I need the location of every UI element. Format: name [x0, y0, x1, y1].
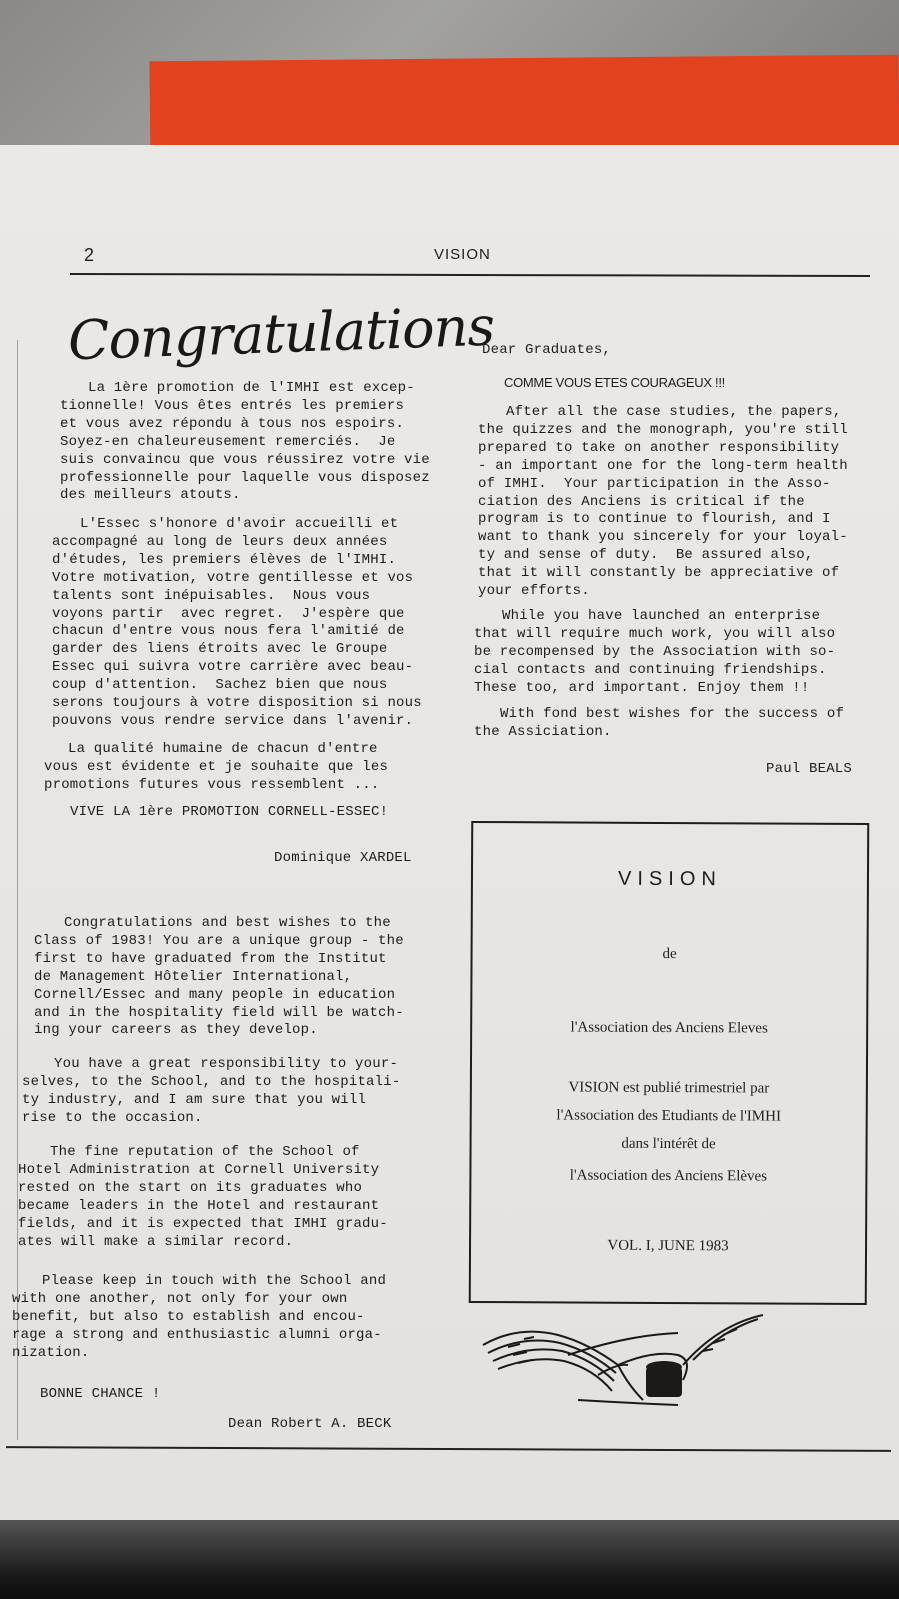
text-line: chacun d'entre vous nous fera l'amitié de — [52, 623, 405, 640]
text-line: vous est évidente et je souhaite que les — [44, 758, 389, 775]
text-line: des meilleurs atouts. — [60, 487, 241, 504]
page-number: 2 — [84, 245, 95, 265]
text-line: Soyez-en chaleureusement remerciés. Je — [60, 433, 396, 450]
signature-beck: Dean Robert A. BECK — [228, 1416, 392, 1432]
box-de: de — [662, 945, 677, 963]
text-line: garder des liens étroits avec le Groupe — [52, 641, 388, 658]
text-line: ty and sense of duty. Be assured also, — [478, 547, 814, 564]
text-line: professionnelle pour laquelle vous disposez — [60, 469, 430, 486]
text-line: de Management Hôtelier International, — [34, 968, 353, 985]
text-line: accompagné au long de leurs deux années — [52, 533, 388, 550]
text-line: serons toujours à votre disposition si nous — [52, 695, 422, 712]
text-line: tionnelle! Vous êtes entrés les premiers — [60, 397, 405, 414]
text-line: La 1ère promotion de l'IMHI est excep- — [88, 380, 415, 396]
text-line: voyons partir avec regret. J'espère que — [52, 605, 405, 622]
box-publication-line: VISION est publié trimestriel par — [568, 1079, 770, 1097]
header-title: VISION — [434, 246, 491, 263]
quill-inkwell-book-icon — [478, 1305, 778, 1420]
text-line: and in the hospitality field will be watch- — [34, 1004, 404, 1021]
text-line: promotions futures vous ressemblent ... — [44, 776, 380, 793]
text-line: - an important one for the long-term health — [478, 457, 848, 474]
text-line: You have a great responsibility to your- — [54, 1056, 399, 1072]
english-paragraph-3 — [18, 1144, 388, 1251]
text-line: rested on the start on its graduates who — [18, 1179, 363, 1196]
salutation: Dear Graduates, — [482, 342, 612, 358]
text-line: With fond best wishes for the success of — [500, 706, 845, 722]
box-title: VISION — [618, 867, 722, 891]
exclamation: COMME VOUS ETES COURAGEUX !!! — [504, 375, 725, 390]
vision-info-box — [469, 821, 870, 1305]
text-line: selves, to the School, and to the hospitali- — [22, 1073, 401, 1090]
text-line: The fine reputation of the School of — [50, 1144, 360, 1160]
text-line: Class of 1983! You are a unique group - the — [34, 932, 404, 949]
box-publication-line: l'Association des Etudiants de l'IMHI — [556, 1107, 782, 1125]
text-line: Please keep in touch with the School and — [42, 1273, 387, 1289]
text-line: L'Essec s'honore d'avoir accueilli et — [80, 516, 399, 532]
text-line: want to thank you sincerely for your loyal- — [478, 529, 848, 546]
text-line: the Assiciation. — [474, 723, 612, 740]
text-line: Hotel Administration at Cornell University — [18, 1161, 380, 1178]
bottom-shadow — [0, 1520, 899, 1599]
text-line: the quizzes and the monograph, you're still — [478, 421, 848, 438]
box-publication-line: l'Association des Anciens Elèves — [569, 1167, 768, 1185]
text-line: with one another, not only for your own — [12, 1290, 348, 1307]
text-line: rise to the occasion. — [22, 1109, 203, 1126]
text-line: rage a strong and enthusiastic alumni orga- — [12, 1326, 382, 1343]
text-line: While you have launched an enterprise — [502, 608, 821, 624]
text-line: of IMHI. Your participation in the Asso- — [478, 475, 831, 492]
text-line: d'études, les premiers élèves de l'IMHI. — [52, 551, 397, 568]
text-line: ty industry, and I am sure that you will — [22, 1091, 367, 1108]
text-line: nization. — [12, 1344, 90, 1361]
right-paragraph-2 — [474, 608, 835, 698]
text-line: fields, and it is expected that IMHI gradu- — [18, 1215, 388, 1232]
right-paragraph-3 — [474, 706, 844, 742]
text-line: prepared to take on another responsibility — [478, 439, 840, 456]
box-association: l'Association des Anciens Eleves — [570, 1019, 768, 1037]
text-line: ing your careers as they develop. — [34, 1022, 318, 1039]
text-line: Congratulations and best wishes to the — [64, 915, 391, 931]
french-paragraph-3 — [44, 741, 388, 795]
english-paragraph-4 — [12, 1273, 386, 1363]
text-line: talents sont inépuisables. Nous vous — [52, 587, 371, 604]
text-line: your efforts. — [478, 583, 590, 600]
text-line: benefit, but also to establish and encou- — [12, 1308, 365, 1325]
text-line: cial contacts and continuing friendships. — [474, 661, 827, 678]
text-line: After all the case studies, the papers, — [506, 404, 842, 420]
text-line: that it will constantly be appreciative of — [478, 565, 840, 582]
text-line: et vous avez répondu à tous nos espoirs. — [60, 415, 405, 432]
french-paragraph-1 — [60, 380, 430, 505]
text-line: program is to continue to flourish, and I — [478, 511, 831, 528]
text-line: pouvons vous rendre service dans l'avenir. — [52, 712, 414, 729]
text-line: La qualité humaine de chacun d'entre — [68, 741, 378, 757]
text-line: ates will make a similar record. — [18, 1233, 294, 1250]
text-line: Votre motivation, votre gentillesse et vos — [52, 569, 414, 586]
french-closing: VIVE LA 1ère PROMOTION CORNELL-ESSEC! — [70, 804, 389, 820]
signature-beals: Paul BEALS — [766, 761, 853, 777]
text-line: ciation des Anciens is critical if the — [478, 493, 805, 510]
congratulations-heading: Congratulations — [67, 294, 496, 373]
text-line: suis convaincu que vous réussirez votre vie — [60, 451, 430, 468]
right-paragraph-1 — [478, 404, 848, 601]
signature-xardel: Dominique XARDEL — [274, 850, 412, 866]
english-closing: BONNE CHANCE ! — [40, 1386, 161, 1402]
box-volume: VOL. I, JUNE 1983 — [607, 1237, 729, 1255]
box-publication-line: dans l'intérêt de — [621, 1135, 716, 1153]
english-paragraph-2 — [22, 1056, 400, 1128]
text-line: that will require much work, you will also — [474, 625, 836, 642]
text-line: be recompensed by the Association with so- — [474, 643, 836, 660]
text-line: Essec qui suivra votre carrière avec beau- — [52, 659, 414, 676]
text-line: became leaders in the Hotel and restaurant — [18, 1197, 380, 1214]
text-line: first to have graduated from the Institut — [34, 950, 387, 967]
text-line: coup d'attention. Sachez bien que nous — [52, 677, 388, 694]
text-line: These too, ard important. Enjoy them !! — [474, 679, 810, 696]
text-line: Cornell/Essec and many people in education — [34, 986, 396, 1003]
english-paragraph-1 — [34, 915, 404, 1040]
french-paragraph-2 — [52, 516, 422, 731]
